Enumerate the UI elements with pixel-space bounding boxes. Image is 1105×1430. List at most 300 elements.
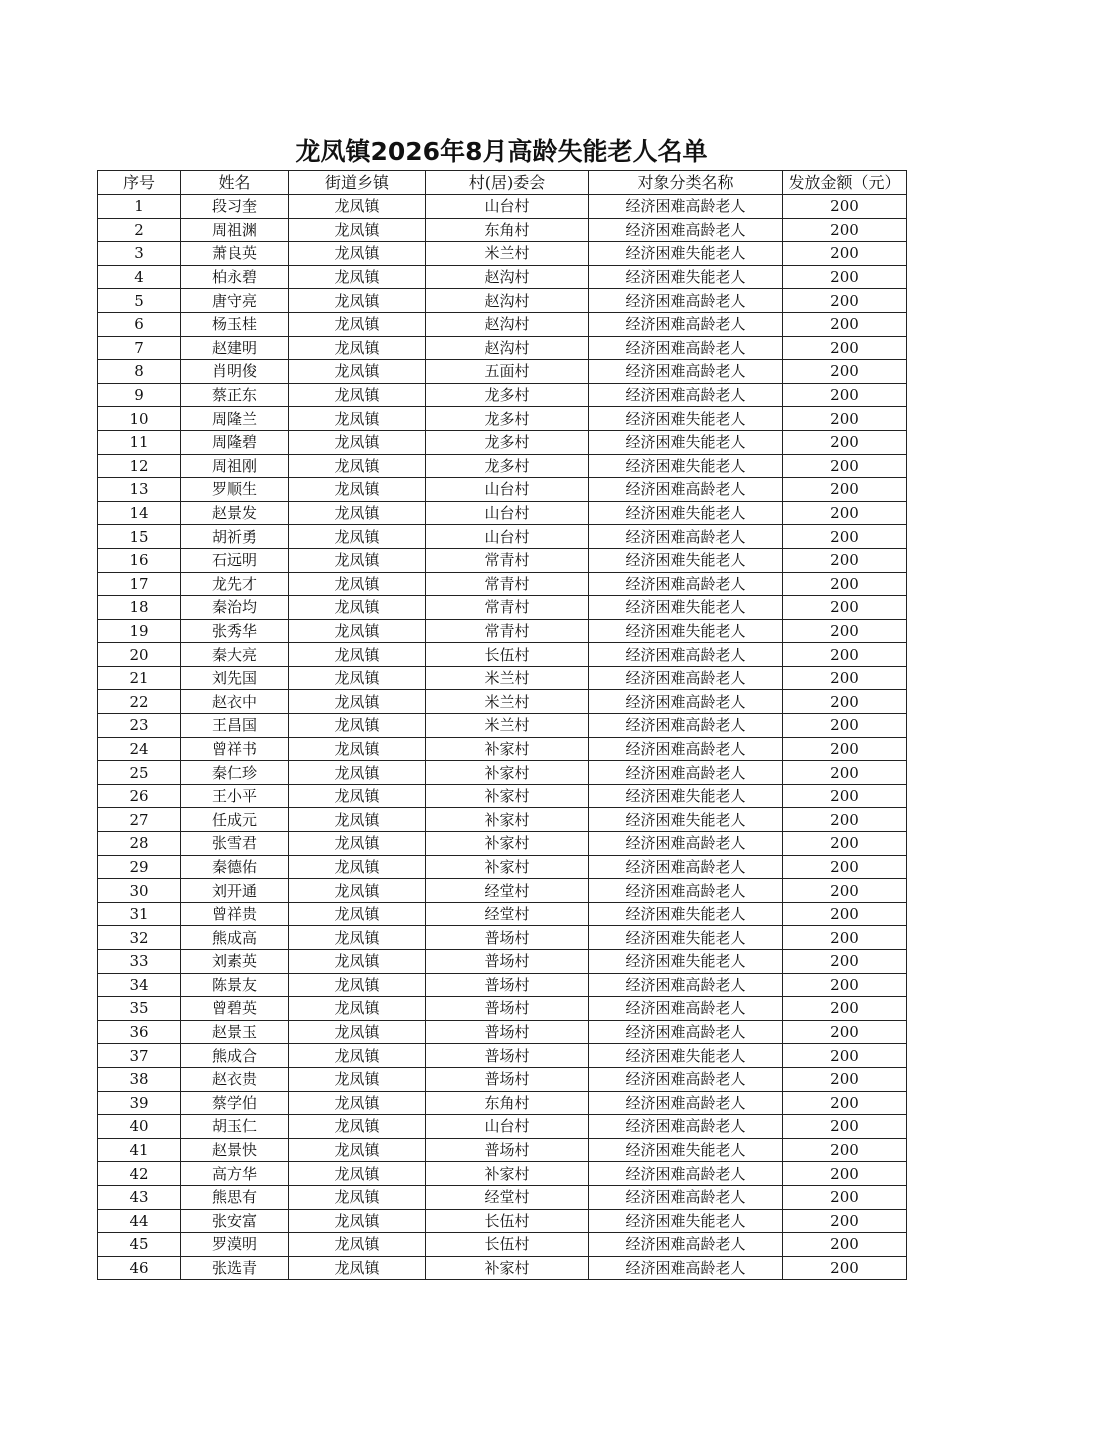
table-row bbox=[98, 1138, 907, 1162]
table-row bbox=[98, 902, 907, 926]
cell-name: 赵衣贵 bbox=[181, 1067, 289, 1091]
cell-amount: 200 bbox=[783, 195, 907, 219]
cell-category: 经济困难高龄老人 bbox=[589, 1233, 783, 1257]
cell-name: 赵景快 bbox=[181, 1138, 289, 1162]
cell-township: 龙凤镇 bbox=[289, 926, 426, 950]
table-row bbox=[98, 973, 907, 997]
cell-township: 龙凤镇 bbox=[289, 1209, 426, 1233]
column-header-name: 姓名 bbox=[181, 171, 289, 195]
cell-amount: 200 bbox=[783, 242, 907, 266]
table-row bbox=[98, 714, 907, 738]
cell-township: 龙凤镇 bbox=[289, 879, 426, 903]
cell-index: 17 bbox=[98, 572, 181, 596]
column-header-village: 村(居)委会 bbox=[426, 171, 589, 195]
cell-amount: 200 bbox=[783, 1256, 907, 1280]
cell-amount: 200 bbox=[783, 360, 907, 384]
cell-amount: 200 bbox=[783, 454, 907, 478]
cell-category: 经济困难高龄老人 bbox=[589, 383, 783, 407]
table-row bbox=[98, 1115, 907, 1139]
cell-index: 6 bbox=[98, 312, 181, 336]
cell-name: 蔡正东 bbox=[181, 383, 289, 407]
table-row bbox=[98, 525, 907, 549]
cell-name: 熊成高 bbox=[181, 926, 289, 950]
cell-township: 龙凤镇 bbox=[289, 666, 426, 690]
cell-village: 长伍村 bbox=[426, 1209, 589, 1233]
cell-township: 龙凤镇 bbox=[289, 336, 426, 360]
cell-index: 8 bbox=[98, 360, 181, 384]
cell-category: 经济困难失能老人 bbox=[589, 407, 783, 431]
cell-amount: 200 bbox=[783, 926, 907, 950]
cell-index: 30 bbox=[98, 879, 181, 903]
cell-township: 龙凤镇 bbox=[289, 1185, 426, 1209]
cell-index: 19 bbox=[98, 619, 181, 643]
cell-index: 25 bbox=[98, 761, 181, 785]
cell-village: 经堂村 bbox=[426, 902, 589, 926]
cell-name: 任成元 bbox=[181, 808, 289, 832]
cell-name: 秦德佑 bbox=[181, 855, 289, 879]
cell-category: 经济困难失能老人 bbox=[589, 548, 783, 572]
cell-index: 38 bbox=[98, 1067, 181, 1091]
cell-township: 龙凤镇 bbox=[289, 1256, 426, 1280]
cell-name: 赵景玉 bbox=[181, 1020, 289, 1044]
cell-category: 经济困难高龄老人 bbox=[589, 525, 783, 549]
cell-village: 龙多村 bbox=[426, 454, 589, 478]
table-row bbox=[98, 1067, 907, 1091]
cell-township: 龙凤镇 bbox=[289, 737, 426, 761]
cell-amount: 200 bbox=[783, 855, 907, 879]
cell-index: 46 bbox=[98, 1256, 181, 1280]
cell-township: 龙凤镇 bbox=[289, 714, 426, 738]
cell-index: 9 bbox=[98, 383, 181, 407]
cell-name: 周隆碧 bbox=[181, 430, 289, 454]
cell-category: 经济困难高龄老人 bbox=[589, 714, 783, 738]
cell-amount: 200 bbox=[783, 430, 907, 454]
cell-index: 29 bbox=[98, 855, 181, 879]
cell-name: 胡玉仁 bbox=[181, 1115, 289, 1139]
cell-township: 龙凤镇 bbox=[289, 1162, 426, 1186]
table-row bbox=[98, 383, 907, 407]
cell-category: 经济困难高龄老人 bbox=[589, 289, 783, 313]
cell-township: 龙凤镇 bbox=[289, 478, 426, 502]
cell-index: 13 bbox=[98, 478, 181, 502]
cell-amount: 200 bbox=[783, 1185, 907, 1209]
cell-amount: 200 bbox=[783, 714, 907, 738]
cell-village: 普场村 bbox=[426, 926, 589, 950]
cell-township: 龙凤镇 bbox=[289, 407, 426, 431]
column-header-township: 街道乡镇 bbox=[289, 171, 426, 195]
cell-name: 杨玉桂 bbox=[181, 312, 289, 336]
cell-category: 经济困难失能老人 bbox=[589, 242, 783, 266]
cell-township: 龙凤镇 bbox=[289, 1233, 426, 1257]
cell-index: 1 bbox=[98, 195, 181, 219]
cell-amount: 200 bbox=[783, 336, 907, 360]
cell-name: 陈景友 bbox=[181, 973, 289, 997]
cell-village: 常青村 bbox=[426, 572, 589, 596]
cell-index: 28 bbox=[98, 832, 181, 856]
cell-category: 经济困难高龄老人 bbox=[589, 336, 783, 360]
cell-village: 东角村 bbox=[426, 218, 589, 242]
cell-village: 龙多村 bbox=[426, 383, 589, 407]
cell-amount: 200 bbox=[783, 619, 907, 643]
cell-village: 补家村 bbox=[426, 832, 589, 856]
cell-category: 经济困难失能老人 bbox=[589, 926, 783, 950]
cell-name: 熊思有 bbox=[181, 1185, 289, 1209]
cell-name: 张安富 bbox=[181, 1209, 289, 1233]
cell-township: 龙凤镇 bbox=[289, 997, 426, 1021]
cell-township: 龙凤镇 bbox=[289, 265, 426, 289]
cell-index: 45 bbox=[98, 1233, 181, 1257]
cell-amount: 200 bbox=[783, 289, 907, 313]
cell-township: 龙凤镇 bbox=[289, 525, 426, 549]
cell-village: 五面村 bbox=[426, 360, 589, 384]
cell-village: 赵沟村 bbox=[426, 265, 589, 289]
cell-amount: 200 bbox=[783, 501, 907, 525]
document-title: 龙凤镇2026年8月高龄失能老人名单 bbox=[295, 137, 708, 166]
table-row bbox=[98, 218, 907, 242]
cell-name: 刘先国 bbox=[181, 666, 289, 690]
cell-township: 龙凤镇 bbox=[289, 690, 426, 714]
cell-village: 山台村 bbox=[426, 501, 589, 525]
table-row bbox=[98, 478, 907, 502]
cell-name: 周隆兰 bbox=[181, 407, 289, 431]
cell-index: 44 bbox=[98, 1209, 181, 1233]
cell-index: 24 bbox=[98, 737, 181, 761]
cell-index: 22 bbox=[98, 690, 181, 714]
cell-category: 经济困难失能老人 bbox=[589, 784, 783, 808]
cell-amount: 200 bbox=[783, 1162, 907, 1186]
table-row bbox=[98, 548, 907, 572]
cell-village: 普场村 bbox=[426, 1044, 589, 1068]
cell-township: 龙凤镇 bbox=[289, 619, 426, 643]
cell-amount: 200 bbox=[783, 1020, 907, 1044]
table-row bbox=[98, 997, 907, 1021]
cell-amount: 200 bbox=[783, 1115, 907, 1139]
cell-village: 赵沟村 bbox=[426, 312, 589, 336]
table-row bbox=[98, 643, 907, 667]
cell-amount: 200 bbox=[783, 902, 907, 926]
cell-amount: 200 bbox=[783, 666, 907, 690]
table-row bbox=[98, 454, 907, 478]
cell-index: 15 bbox=[98, 525, 181, 549]
cell-township: 龙凤镇 bbox=[289, 1020, 426, 1044]
cell-name: 赵景发 bbox=[181, 501, 289, 525]
cell-name: 王小平 bbox=[181, 784, 289, 808]
cell-category: 经济困难高龄老人 bbox=[589, 1067, 783, 1091]
cell-township: 龙凤镇 bbox=[289, 1115, 426, 1139]
table-row bbox=[98, 690, 907, 714]
cell-amount: 200 bbox=[783, 312, 907, 336]
cell-category: 经济困难失能老人 bbox=[589, 619, 783, 643]
table-row bbox=[98, 1044, 907, 1068]
cell-township: 龙凤镇 bbox=[289, 761, 426, 785]
cell-township: 龙凤镇 bbox=[289, 195, 426, 219]
cell-name: 秦大亮 bbox=[181, 643, 289, 667]
cell-township: 龙凤镇 bbox=[289, 1138, 426, 1162]
cell-index: 27 bbox=[98, 808, 181, 832]
cell-name: 唐守亮 bbox=[181, 289, 289, 313]
cell-township: 龙凤镇 bbox=[289, 548, 426, 572]
cell-category: 经济困难失能老人 bbox=[589, 1138, 783, 1162]
cell-category: 经济困难高龄老人 bbox=[589, 761, 783, 785]
cell-index: 35 bbox=[98, 997, 181, 1021]
cell-village: 普场村 bbox=[426, 973, 589, 997]
cell-name: 曾碧英 bbox=[181, 997, 289, 1021]
cell-name: 罗漠明 bbox=[181, 1233, 289, 1257]
cell-index: 23 bbox=[98, 714, 181, 738]
cell-amount: 200 bbox=[783, 808, 907, 832]
cell-amount: 200 bbox=[783, 737, 907, 761]
cell-index: 14 bbox=[98, 501, 181, 525]
cell-category: 经济困难高龄老人 bbox=[589, 997, 783, 1021]
cell-category: 经济困难高龄老人 bbox=[589, 973, 783, 997]
table-row bbox=[98, 855, 907, 879]
cell-category: 经济困难高龄老人 bbox=[589, 360, 783, 384]
cell-village: 补家村 bbox=[426, 761, 589, 785]
table-row bbox=[98, 360, 907, 384]
cell-index: 21 bbox=[98, 666, 181, 690]
cell-township: 龙凤镇 bbox=[289, 784, 426, 808]
cell-name: 罗顺生 bbox=[181, 478, 289, 502]
cell-name: 胡祈勇 bbox=[181, 525, 289, 549]
cell-category: 经济困难失能老人 bbox=[589, 501, 783, 525]
cell-amount: 200 bbox=[783, 973, 907, 997]
cell-category: 经济困难失能老人 bbox=[589, 1209, 783, 1233]
table-row bbox=[98, 784, 907, 808]
cell-village: 米兰村 bbox=[426, 242, 589, 266]
cell-amount: 200 bbox=[783, 690, 907, 714]
cell-township: 龙凤镇 bbox=[289, 572, 426, 596]
cell-amount: 200 bbox=[783, 548, 907, 572]
cell-township: 龙凤镇 bbox=[289, 643, 426, 667]
cell-village: 龙多村 bbox=[426, 407, 589, 431]
cell-amount: 200 bbox=[783, 1044, 907, 1068]
table-row bbox=[98, 737, 907, 761]
cell-village: 普场村 bbox=[426, 1138, 589, 1162]
cell-index: 12 bbox=[98, 454, 181, 478]
cell-name: 赵衣中 bbox=[181, 690, 289, 714]
cell-village: 米兰村 bbox=[426, 666, 589, 690]
table-row bbox=[98, 242, 907, 266]
table-row bbox=[98, 289, 907, 313]
cell-amount: 200 bbox=[783, 879, 907, 903]
cell-township: 龙凤镇 bbox=[289, 902, 426, 926]
cell-village: 补家村 bbox=[426, 855, 589, 879]
cell-amount: 200 bbox=[783, 478, 907, 502]
table-row bbox=[98, 666, 907, 690]
cell-village: 东角村 bbox=[426, 1091, 589, 1115]
cell-village: 补家村 bbox=[426, 808, 589, 832]
cell-village: 常青村 bbox=[426, 548, 589, 572]
table-row bbox=[98, 265, 907, 289]
cell-category: 经济困难失能老人 bbox=[589, 808, 783, 832]
cell-name: 段习奎 bbox=[181, 195, 289, 219]
cell-amount: 200 bbox=[783, 407, 907, 431]
cell-village: 山台村 bbox=[426, 478, 589, 502]
cell-name: 王昌国 bbox=[181, 714, 289, 738]
cell-index: 11 bbox=[98, 430, 181, 454]
cell-category: 经济困难高龄老人 bbox=[589, 690, 783, 714]
cell-category: 经济困难失能老人 bbox=[589, 596, 783, 620]
cell-village: 山台村 bbox=[426, 195, 589, 219]
cell-index: 3 bbox=[98, 242, 181, 266]
table-row bbox=[98, 195, 907, 219]
cell-category: 经济困难高龄老人 bbox=[589, 855, 783, 879]
cell-village: 普场村 bbox=[426, 950, 589, 974]
cell-township: 龙凤镇 bbox=[289, 596, 426, 620]
cell-village: 经堂村 bbox=[426, 1185, 589, 1209]
cell-index: 40 bbox=[98, 1115, 181, 1139]
cell-amount: 200 bbox=[783, 1209, 907, 1233]
cell-amount: 200 bbox=[783, 572, 907, 596]
cell-village: 常青村 bbox=[426, 619, 589, 643]
cell-index: 7 bbox=[98, 336, 181, 360]
cell-category: 经济困难失能老人 bbox=[589, 902, 783, 926]
cell-amount: 200 bbox=[783, 950, 907, 974]
cell-name: 张雪君 bbox=[181, 832, 289, 856]
cell-village: 龙多村 bbox=[426, 430, 589, 454]
table-row bbox=[98, 926, 907, 950]
cell-name: 曾祥书 bbox=[181, 737, 289, 761]
cell-category: 经济困难高龄老人 bbox=[589, 218, 783, 242]
column-header-index: 序号 bbox=[98, 171, 181, 195]
cell-category: 经济困难高龄老人 bbox=[589, 1020, 783, 1044]
cell-township: 龙凤镇 bbox=[289, 832, 426, 856]
table-row bbox=[98, 501, 907, 525]
cell-village: 补家村 bbox=[426, 784, 589, 808]
cell-index: 37 bbox=[98, 1044, 181, 1068]
cell-category: 经济困难高龄老人 bbox=[589, 1256, 783, 1280]
cell-township: 龙凤镇 bbox=[289, 950, 426, 974]
cell-index: 31 bbox=[98, 902, 181, 926]
cell-category: 经济困难高龄老人 bbox=[589, 1162, 783, 1186]
cell-village: 山台村 bbox=[426, 525, 589, 549]
cell-village: 长伍村 bbox=[426, 1233, 589, 1257]
cell-township: 龙凤镇 bbox=[289, 973, 426, 997]
table-row bbox=[98, 808, 907, 832]
cell-township: 龙凤镇 bbox=[289, 855, 426, 879]
cell-name: 赵建明 bbox=[181, 336, 289, 360]
table-row bbox=[98, 1209, 907, 1233]
cell-village: 普场村 bbox=[426, 1020, 589, 1044]
cell-amount: 200 bbox=[783, 832, 907, 856]
cell-name: 石远明 bbox=[181, 548, 289, 572]
cell-amount: 200 bbox=[783, 1067, 907, 1091]
table-row bbox=[98, 1233, 907, 1257]
cell-category: 经济困难高龄老人 bbox=[589, 195, 783, 219]
cell-name: 熊成合 bbox=[181, 1044, 289, 1068]
cell-index: 43 bbox=[98, 1185, 181, 1209]
cell-amount: 200 bbox=[783, 784, 907, 808]
cell-name: 刘开通 bbox=[181, 879, 289, 903]
cell-village: 补家村 bbox=[426, 1256, 589, 1280]
cell-category: 经济困难失能老人 bbox=[589, 265, 783, 289]
cell-name: 柏永碧 bbox=[181, 265, 289, 289]
cell-name: 高方华 bbox=[181, 1162, 289, 1186]
cell-amount: 200 bbox=[783, 218, 907, 242]
cell-index: 20 bbox=[98, 643, 181, 667]
table-row bbox=[98, 430, 907, 454]
cell-township: 龙凤镇 bbox=[289, 808, 426, 832]
cell-village: 赵沟村 bbox=[426, 336, 589, 360]
cell-township: 龙凤镇 bbox=[289, 1091, 426, 1115]
cell-category: 经济困难失能老人 bbox=[589, 950, 783, 974]
cell-name: 周祖刚 bbox=[181, 454, 289, 478]
cell-category: 经济困难失能老人 bbox=[589, 430, 783, 454]
cell-amount: 200 bbox=[783, 383, 907, 407]
elderly-roster-table bbox=[97, 170, 907, 1280]
cell-index: 2 bbox=[98, 218, 181, 242]
table-row bbox=[98, 879, 907, 903]
cell-name: 蔡学伯 bbox=[181, 1091, 289, 1115]
table-row bbox=[98, 1020, 907, 1044]
table-row bbox=[98, 761, 907, 785]
cell-index: 42 bbox=[98, 1162, 181, 1186]
cell-village: 赵沟村 bbox=[426, 289, 589, 313]
table-row bbox=[98, 407, 907, 431]
cell-category: 经济困难高龄老人 bbox=[589, 572, 783, 596]
cell-category: 经济困难高龄老人 bbox=[589, 1185, 783, 1209]
cell-name: 曾祥贵 bbox=[181, 902, 289, 926]
cell-township: 龙凤镇 bbox=[289, 242, 426, 266]
cell-category: 经济困难高龄老人 bbox=[589, 879, 783, 903]
cell-index: 34 bbox=[98, 973, 181, 997]
cell-index: 4 bbox=[98, 265, 181, 289]
cell-index: 18 bbox=[98, 596, 181, 620]
cell-amount: 200 bbox=[783, 596, 907, 620]
cell-name: 龙先才 bbox=[181, 572, 289, 596]
column-header-amount: 发放金额（元） bbox=[783, 171, 907, 195]
cell-village: 普场村 bbox=[426, 1067, 589, 1091]
cell-category: 经济困难高龄老人 bbox=[589, 737, 783, 761]
cell-amount: 200 bbox=[783, 1091, 907, 1115]
cell-village: 经堂村 bbox=[426, 879, 589, 903]
cell-village: 补家村 bbox=[426, 1162, 589, 1186]
column-header-category: 对象分类名称 bbox=[589, 171, 783, 195]
table-row bbox=[98, 312, 907, 336]
cell-index: 10 bbox=[98, 407, 181, 431]
table-row bbox=[98, 832, 907, 856]
cell-amount: 200 bbox=[783, 265, 907, 289]
cell-township: 龙凤镇 bbox=[289, 312, 426, 336]
table-row bbox=[98, 619, 907, 643]
cell-name: 萧良英 bbox=[181, 242, 289, 266]
cell-village: 米兰村 bbox=[426, 714, 589, 738]
cell-township: 龙凤镇 bbox=[289, 360, 426, 384]
cell-township: 龙凤镇 bbox=[289, 289, 426, 313]
cell-village: 补家村 bbox=[426, 737, 589, 761]
cell-name: 刘素英 bbox=[181, 950, 289, 974]
cell-village: 普场村 bbox=[426, 997, 589, 1021]
cell-name: 张选青 bbox=[181, 1256, 289, 1280]
table-body bbox=[98, 195, 907, 1280]
cell-amount: 200 bbox=[783, 1138, 907, 1162]
cell-amount: 200 bbox=[783, 997, 907, 1021]
cell-index: 32 bbox=[98, 926, 181, 950]
cell-category: 经济困难失能老人 bbox=[589, 454, 783, 478]
cell-index: 26 bbox=[98, 784, 181, 808]
cell-township: 龙凤镇 bbox=[289, 1067, 426, 1091]
cell-category: 经济困难失能老人 bbox=[589, 1044, 783, 1068]
cell-amount: 200 bbox=[783, 761, 907, 785]
cell-name: 秦治均 bbox=[181, 596, 289, 620]
cell-amount: 200 bbox=[783, 525, 907, 549]
cell-village: 米兰村 bbox=[426, 690, 589, 714]
cell-township: 龙凤镇 bbox=[289, 430, 426, 454]
cell-category: 经济困难高龄老人 bbox=[589, 478, 783, 502]
table-row bbox=[98, 950, 907, 974]
cell-category: 经济困难高龄老人 bbox=[589, 643, 783, 667]
cell-name: 肖明俊 bbox=[181, 360, 289, 384]
